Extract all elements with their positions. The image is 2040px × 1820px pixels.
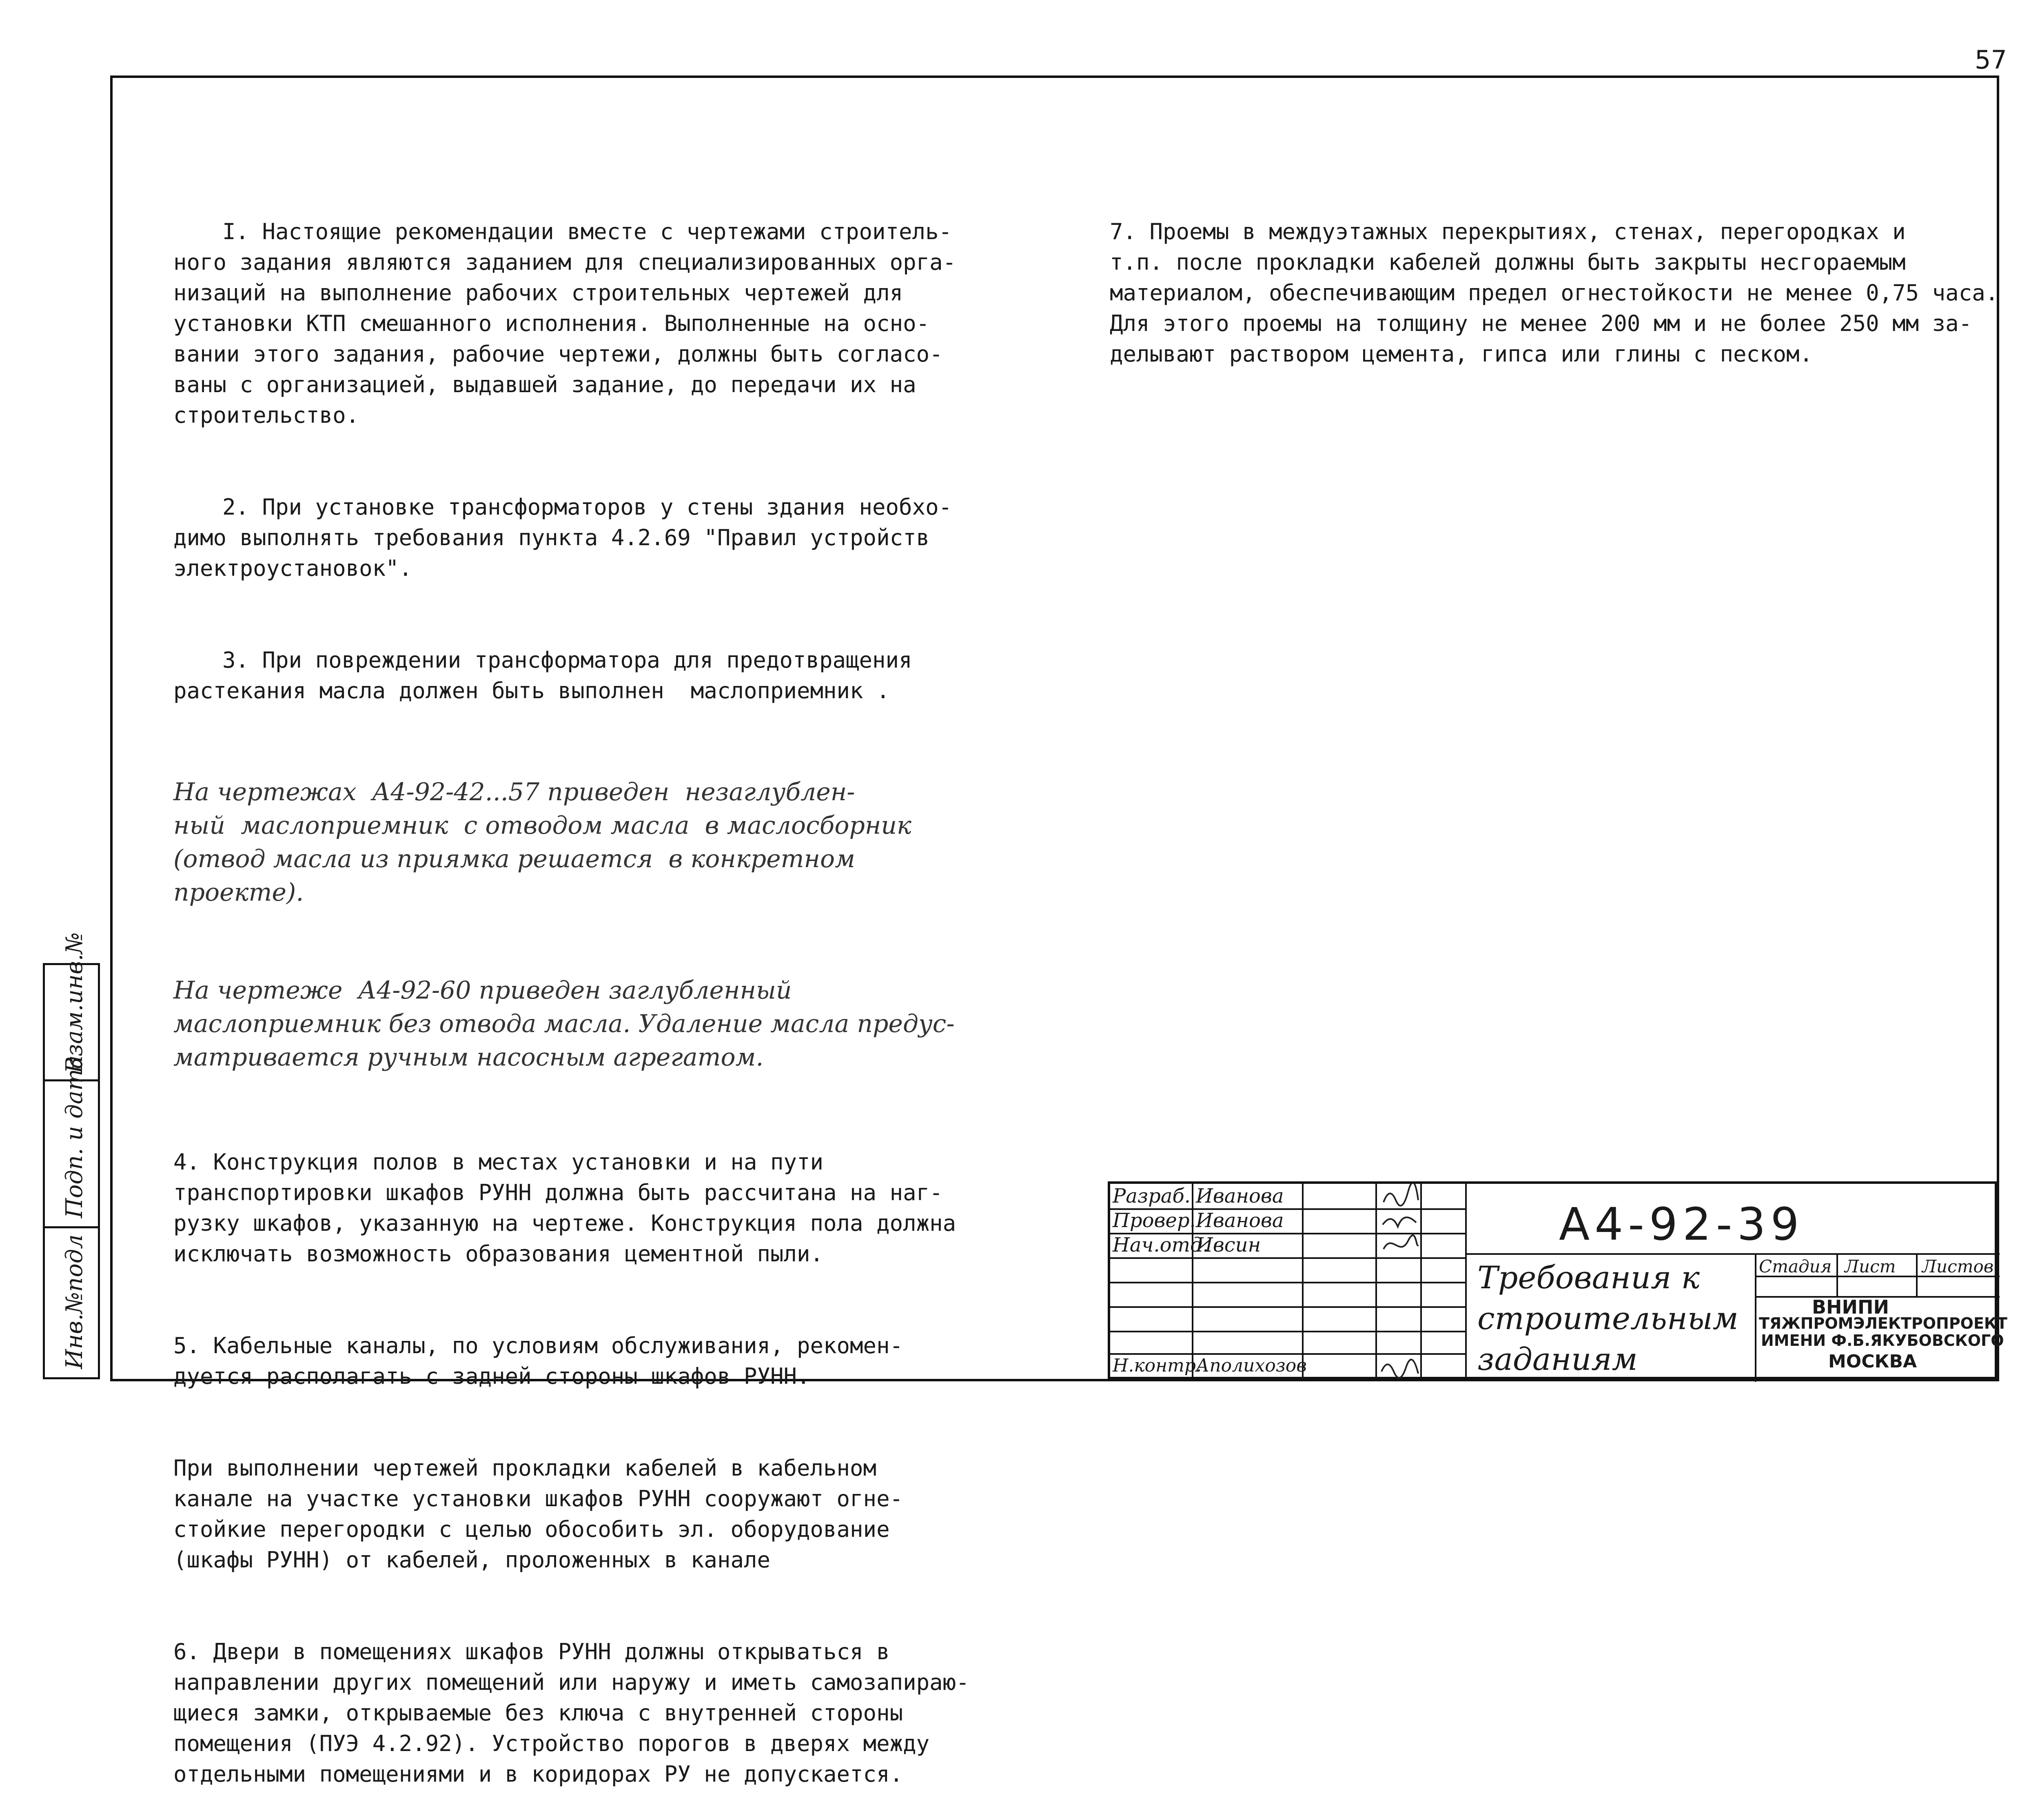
tb-hline — [1465, 1253, 2000, 1255]
note-4: 4. Конструкция полов в местах установки и на пути транспортировки шкафов РУНН должна быть рассчитана на наг- рузку шкафов, указанную на чертеже. Конструкция пола должна исключать возможность образования цементной пыли. — [173, 1149, 956, 1267]
note-5: 5. Кабельные каналы, по условиям обслуживания, рекомен- дуется располагать с задней стороны шкафов РУНН. — [173, 1333, 903, 1389]
name-norm-control: Аполихозов — [1196, 1355, 1307, 1376]
tb-vline — [1755, 1253, 1756, 1382]
side-stamp-divider-2 — [45, 1226, 98, 1228]
name-head: Ивсин — [1196, 1234, 1261, 1256]
org-name-2: ТЯЖПРОМЭЛЕКТРОПРОЕКТ — [1759, 1314, 2007, 1332]
org-name-4: МОСКВА — [1828, 1351, 1917, 1372]
side-stamp-inv-no: Инв.№подл — [61, 1234, 88, 1369]
note-5b: При выполнении чертежей прокладки кабелей в кабельном канале на участке установки шкафов РУНН сооружают огне- стойкие перегородки с целью обособить эл. оборудование (шкафы РУНН) от кабелей, проложенных в канале — [173, 1455, 903, 1573]
org-name-3: ИМЕНИ Ф.Б.ЯКУБОВСКОГО — [1761, 1332, 2004, 1349]
name-developer: Иванова — [1196, 1185, 1284, 1207]
note-3: 3. При повреждении трансформатора для предотвращения растекания масла должен быть выполнен маслоприемник . — [173, 647, 912, 704]
document-code: А4-92-39 — [1559, 1198, 1804, 1250]
tb-vline — [1916, 1253, 1918, 1296]
page-number: 57 — [1975, 45, 2007, 75]
signature-developer — [1379, 1184, 1420, 1208]
sheets-label: Листов — [1922, 1256, 1994, 1276]
note-1: I. Настоящие рекомендации вместе с чертежами строитель- ного задания являются заданием для специализированных орга- низаций на выполнение рабочих строительных чертежей для установки КТП смешанного исполнения. Выполненные на осно- вании этого задания, рабочие чертежи, должны быть согласо- ваны с организацией, выдавшей задание, до передачи их на строительство. — [173, 219, 956, 428]
tb-hline — [1110, 1257, 1465, 1259]
org-name-1: ВНИПИ — [1812, 1296, 1889, 1318]
title-line-2: строительным — [1477, 1300, 1738, 1336]
tb-hline — [1110, 1282, 1465, 1283]
signature-norm-control — [1379, 1355, 1420, 1380]
stage-label: Стадия — [1759, 1256, 1832, 1276]
note-2: 2. При установке трансформаторов у стены здания необхо- димо выполнять требования пункта 4.2.69 "Правил устройств электроустановок". — [173, 494, 952, 581]
tb-vline — [1420, 1184, 1422, 1377]
signature-checker — [1379, 1208, 1420, 1233]
role-developer: Разраб. — [1113, 1185, 1191, 1207]
title-line-3: заданиям — [1477, 1341, 1638, 1377]
right-notes-column — [1110, 155, 1999, 400]
left-notes-column — [173, 155, 989, 1820]
note-7: 7. Проемы в междуэтажных перекрытиях, стенах, перегородках и т.п. после прокладки кабелей должны быть закрыты несгораемым материалом, обеспечивающим предел огнестойкости не менее 0,75 часа. Для этого проемы на толщину не менее 200 мм и не более 250 мм за- делывают раствором цемента, гипса или глины с песком. — [1110, 219, 1999, 367]
side-stamp — [43, 932, 100, 1379]
title-line-1: Требования к — [1477, 1259, 1700, 1296]
tb-vline — [1302, 1184, 1304, 1377]
note-6: 6. Двери в помещениях шкафов РУНН должны открываться в направлении других помещений или наружу и иметь самозапираю- щиеся замки, открываемые без ключа с внутренней стороны помещения (ПУЭ 4.2.92). Устройство порогов в дверях между отдельными помещениями и в коридорах РУ не допускается. — [173, 1639, 969, 1787]
role-head: Нач.отд. — [1113, 1234, 1209, 1256]
tb-hline — [1110, 1331, 1465, 1332]
tb-hline — [1110, 1306, 1465, 1308]
signature-head — [1379, 1233, 1420, 1257]
sheet-label: Лист — [1845, 1256, 1896, 1276]
tb-vline — [1375, 1184, 1377, 1377]
tb-vline — [1836, 1253, 1838, 1296]
side-stamp-sign-date: Подп. и дата — [61, 1055, 88, 1218]
side-stamp-replacement: Взам.инв.№ — [61, 932, 88, 1073]
handwritten-note-2: На чертеже А4-92-60 приведен заглубленный маслоприемник без отвода масла. Удаление масла предус- матривается ручным насосным агрегатом. — [173, 976, 955, 1072]
role-checker: Провер. — [1113, 1209, 1196, 1232]
title-block — [1108, 1181, 2007, 1379]
tb-hline — [1110, 1353, 1465, 1355]
handwritten-note-1: На чертежах А4-92-42...57 приведен незаглублен- ный маслоприемник с отводом масла в маслосборник (отвод масла из приямка решается в конкретном проекте). — [173, 778, 911, 907]
role-norm-control: Н.контр. — [1113, 1355, 1202, 1376]
tb-vline — [1465, 1184, 1467, 1377]
name-checker: Иванова — [1196, 1209, 1284, 1232]
